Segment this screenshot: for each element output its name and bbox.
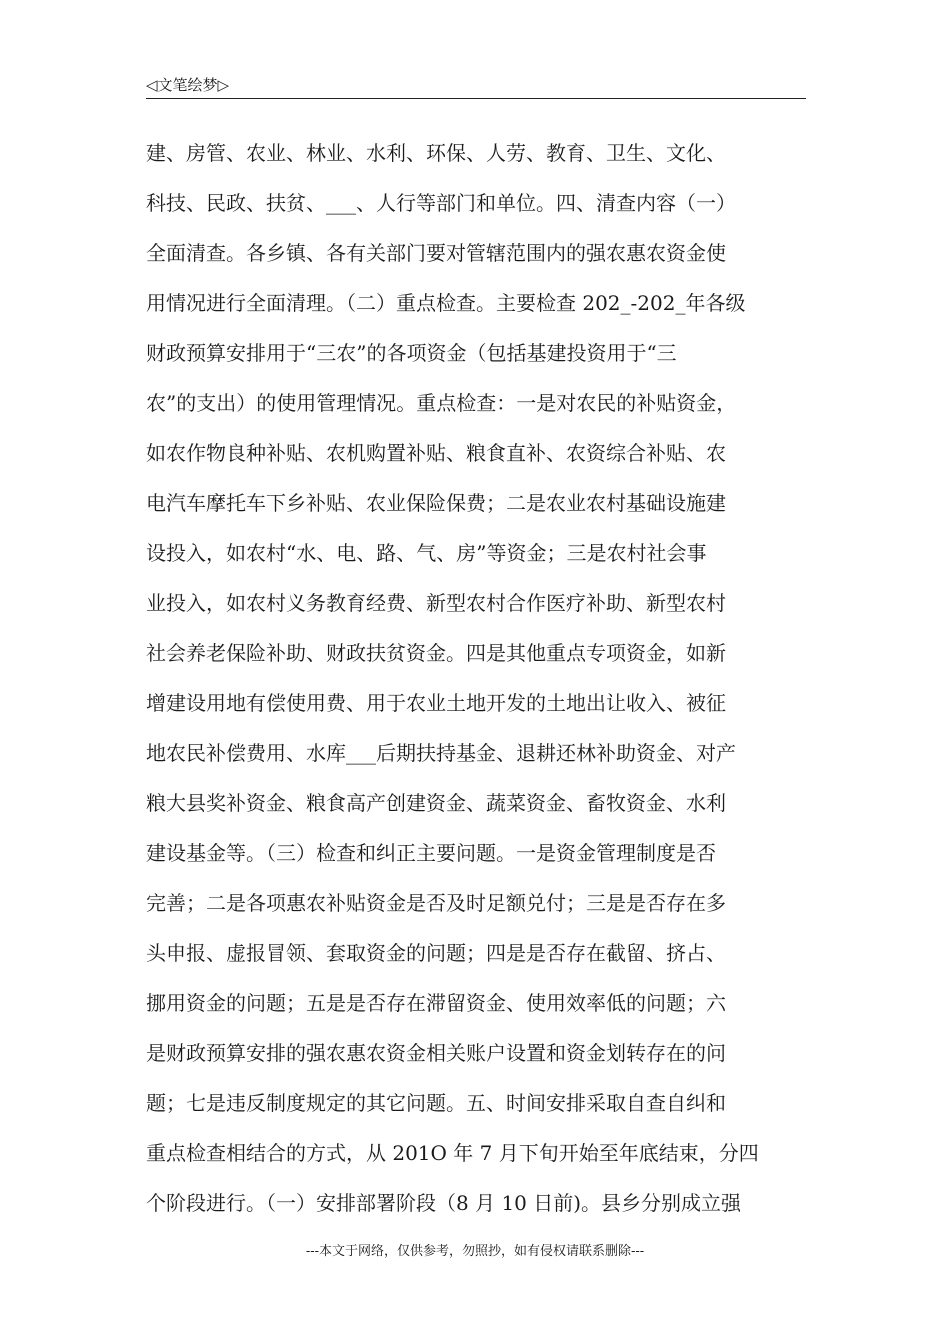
page-footer: ---本文于网络，仅供参考，勿照抄，如有侵权请联系删除--- bbox=[305, 1244, 645, 1259]
text-line: 电汽车摩托车下乡补贴、农业保险保费；二是农业农村基础设施建 bbox=[146, 491, 726, 515]
text-line: 挪用资金的问题；五是是否存在滞留资金、使用效率低的问题；六 bbox=[146, 991, 726, 1015]
text-line: 题；七是违反制度规定的其它问题。五、时间安排采取自查自纠和 bbox=[146, 1091, 726, 1115]
text-line: 科技、民政、扶贫、___、人行等部门和单位。四、清查内容（一） bbox=[146, 191, 736, 215]
page-header bbox=[146, 74, 806, 99]
text-line: 如农作物良种补贴、农机购置补贴、粮食直补、农资综合补贴、农 bbox=[146, 441, 726, 465]
text-line: 个阶段进行。（一）安排部署阶段（8 月 10 日前)。县乡分别成立强 bbox=[146, 1191, 742, 1215]
text-line: 头申报、虚报冒领、套取资金的问题；四是是否存在截留、挤占、 bbox=[146, 941, 726, 965]
text-line: 农”的支出）的使用管理情况。重点检查：一是对农民的补贴资金， bbox=[146, 391, 737, 415]
text-line: 社会养老保险补助、财政扶贫资金。四是其他重点专项资金，如新 bbox=[146, 641, 726, 665]
text-line: 增建设用地有偿使用费、用于农业土地开发的土地出让收入、被征 bbox=[146, 691, 726, 715]
text-line: 完善；二是各项惠农补贴资金是否及时足额兑付；三是是否存在多 bbox=[146, 891, 726, 915]
text-line: 是财政预算安排的强农惠农资金相关账户设置和资金划转存在的问 bbox=[146, 1041, 726, 1065]
text-line: 设投入，如农村“水、电、路、气、房”等资金；三是农村社会事 bbox=[146, 541, 707, 565]
text-line: 建设基金等。（三）检查和纠正主要问题。一是资金管理制度是否 bbox=[146, 841, 716, 865]
document-body bbox=[146, 128, 812, 1228]
text-line: 财政预算安排用于“三农”的各项资金（包括基建投资用于“三 bbox=[146, 341, 677, 365]
text-line: 重点检查相结合的方式，从 201O 年 7 月下旬开始至年底结束，分四 bbox=[146, 1141, 759, 1165]
text-line: 业投入，如农村义务教育经费、新型农村合作医疗补助、新型农村 bbox=[146, 591, 726, 615]
text-line: 地农民补偿费用、水库___后期扶持基金、退耕还林补助资金、对产 bbox=[146, 741, 736, 765]
header-title: ◁文笔绘梦▷ bbox=[146, 76, 230, 94]
text-line: 用情况进行全面清理。（二）重点检查。主要检查 202_-202_年各级 bbox=[146, 291, 746, 315]
text-line: 粮大县奖补资金、粮食高产创建资金、蔬菜资金、畜牧资金、水利 bbox=[146, 791, 726, 815]
text-line: 建、房管、农业、林业、水利、环保、人劳、教育、卫生、文化、 bbox=[146, 141, 726, 165]
text-line: 全面清查。各乡镇、各有关部门要对管辖范围内的强农惠农资金使 bbox=[146, 241, 726, 265]
